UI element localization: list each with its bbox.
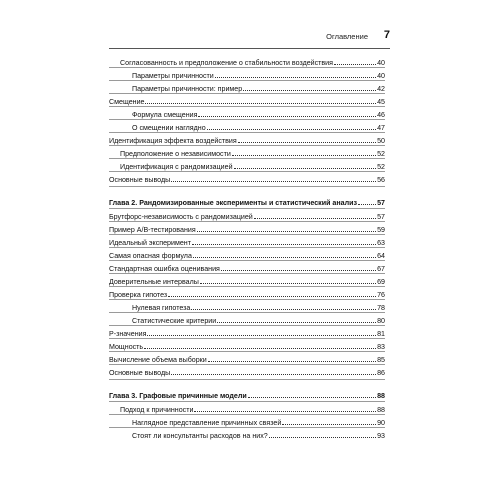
toc-entry-title: Подход к причинности (120, 406, 194, 414)
toc-entry-title: Вычисление объема выборки (109, 356, 207, 364)
toc-entry-title: Нулевая гипотеза (132, 304, 191, 312)
toc-entry-page: 88 (377, 406, 385, 414)
toc-entry[interactable] (109, 418, 385, 426)
toc-entry-title: Доверительные интервалы (109, 278, 199, 286)
toc-entry-page: 40 (377, 59, 385, 67)
toc-leader-dots (282, 418, 376, 425)
toc-entry-page: 86 (377, 369, 385, 377)
toc-divider (109, 312, 385, 313)
toc-entry[interactable] (109, 251, 385, 259)
toc-entry[interactable] (109, 329, 385, 337)
toc-entry-title: Проверка гипотез (109, 291, 168, 299)
toc-divider (109, 286, 385, 287)
toc-divider (109, 106, 385, 107)
toc-entry-page: 52 (377, 163, 385, 171)
toc-leader-dots (215, 71, 376, 78)
toc-entry-page: 57 (377, 213, 385, 221)
toc-leader-dots (171, 368, 376, 375)
toc-chapter-entry[interactable] (109, 391, 385, 399)
toc-divider (109, 132, 385, 133)
toc-entry[interactable] (109, 316, 385, 324)
toc-divider (109, 427, 385, 428)
toc-entry[interactable] (109, 290, 385, 298)
toc-entry-title: О смещении наглядно (132, 124, 206, 132)
toc-divider (109, 247, 385, 248)
toc-divider (109, 338, 385, 339)
toc-entry-page: 45 (377, 98, 385, 106)
toc-entry-title: Глава 2. Рандомизированные эксперименты и статистический анализ (109, 199, 357, 207)
toc-leader-dots (191, 303, 376, 310)
toc-entry-title: Пример A/B-тестирования (109, 226, 196, 234)
toc-entry-page: 56 (377, 176, 385, 184)
toc-divider (109, 171, 385, 172)
toc-entry-page: 81 (377, 330, 385, 338)
toc-leader-dots (232, 149, 376, 156)
toc-leader-dots (207, 123, 376, 130)
toc-entry-title: Идентификация эффекта воздействия (109, 137, 237, 145)
toc-entry[interactable] (109, 238, 385, 246)
toc-entry-page: 57 (377, 199, 385, 207)
toc-divider (109, 273, 385, 274)
toc-leader-dots (171, 175, 376, 182)
toc-entry[interactable] (109, 97, 385, 105)
toc-entry-title: Основные выводы (109, 176, 171, 184)
toc-entry[interactable] (109, 162, 385, 170)
toc-entry[interactable] (109, 225, 385, 233)
toc-entry-page: 76 (377, 291, 385, 299)
toc-divider (109, 234, 385, 235)
toc-entry[interactable] (109, 149, 385, 157)
toc-leader-dots (269, 431, 376, 438)
toc-entry[interactable] (109, 71, 385, 79)
toc-entry[interactable] (109, 405, 385, 413)
toc-leader-dots (145, 97, 376, 104)
toc-entry-page: 42 (377, 85, 385, 93)
toc-divider (109, 414, 385, 415)
toc-entry-title: Параметры причинности (132, 72, 214, 80)
toc-leader-dots (198, 110, 376, 117)
toc-chapter-entry[interactable] (109, 198, 385, 206)
toc-entry[interactable] (109, 175, 385, 183)
toc-entry-title: Согласованность и предположение о стабильности воздействия (120, 59, 333, 67)
header-title: Оглавление (326, 32, 368, 41)
toc-entry-page: 40 (377, 72, 385, 80)
toc-entry-title: P-значения (109, 330, 147, 338)
toc-entry-page: 93 (377, 432, 385, 440)
header-rule (109, 48, 390, 49)
toc-entry-title: Идентификация с рандомизацией (120, 163, 233, 171)
toc-divider (109, 67, 385, 68)
toc-entry-title: Предположение о независимости (120, 150, 231, 158)
toc-entry-title: Мощность (109, 343, 144, 351)
toc-entry-page: 90 (377, 419, 385, 427)
toc-entry-page: 50 (377, 137, 385, 145)
toc-divider (109, 401, 385, 402)
toc-entry-page: 46 (377, 111, 385, 119)
toc-entry-page: 83 (377, 343, 385, 351)
toc-divider (109, 93, 385, 94)
toc-entry-title: Смещение (109, 98, 145, 106)
toc-entry-page: 67 (377, 265, 385, 273)
toc-entry-page: 78 (377, 304, 385, 312)
toc-entry-page: 59 (377, 226, 385, 234)
toc-divider (109, 260, 385, 261)
toc-leader-dots (334, 58, 376, 65)
toc-divider (109, 364, 385, 365)
toc-entry-title: Глава 3. Графовые причинные модели (109, 392, 247, 400)
toc-leader-dots (234, 162, 377, 169)
toc-divider (109, 351, 385, 352)
toc-divider (109, 80, 385, 81)
toc-entry-page: 64 (377, 252, 385, 260)
toc-leader-dots (193, 251, 376, 258)
running-header (0, 30, 500, 44)
toc-entry[interactable] (109, 84, 385, 92)
toc-entry-title: Основные выводы (109, 369, 171, 377)
toc-divider (109, 145, 385, 146)
toc-entry-page: 88 (377, 392, 385, 400)
toc-divider (109, 208, 385, 209)
toc-entry-page: 47 (377, 124, 385, 132)
toc-leader-dots (238, 136, 376, 143)
toc-divider (109, 119, 385, 120)
toc-leader-dots (254, 212, 376, 219)
toc-entry-title: Идеальный эксперимент (109, 239, 191, 247)
toc-divider (109, 221, 385, 222)
toc-entry-title: Брутфорс-независимость с рандомизацией (109, 213, 253, 221)
toc-entry[interactable] (109, 58, 385, 66)
page-number: 7 (383, 29, 390, 41)
toc-entry-page: 69 (377, 278, 385, 286)
toc-entry[interactable] (109, 123, 385, 131)
toc-entry-page: 85 (377, 356, 385, 364)
toc-leader-dots (208, 355, 376, 362)
toc-entry[interactable] (109, 136, 385, 144)
toc-divider (109, 158, 385, 159)
toc-leader-dots (243, 84, 376, 91)
toc-entry-title: Наглядное представление причинных связей (132, 419, 282, 427)
toc-leader-dots (197, 225, 376, 232)
toc-leader-dots (192, 238, 376, 245)
toc-entry-page: 52 (377, 150, 385, 158)
toc-leader-dots (221, 264, 376, 271)
toc-entry[interactable] (109, 264, 385, 272)
toc-leader-dots (248, 391, 376, 398)
toc-entry[interactable] (109, 303, 385, 311)
toc-entry[interactable] (109, 342, 385, 350)
toc-leader-dots (200, 277, 376, 284)
toc-divider (109, 325, 385, 326)
toc-entry[interactable] (109, 110, 385, 118)
toc-entry[interactable] (109, 212, 385, 220)
toc-entry[interactable] (109, 355, 385, 363)
toc-entry[interactable] (109, 368, 385, 376)
toc-leader-dots (358, 198, 376, 205)
toc-entry[interactable] (109, 431, 385, 439)
toc-entry-title: Параметры причинности: пример (132, 85, 243, 93)
toc-entry-title: Самая опасная формула (109, 252, 192, 260)
toc-divider (109, 186, 385, 187)
toc-entry-page: 80 (377, 317, 385, 325)
toc-entry-title: Формула смещения (132, 111, 198, 119)
toc-leader-dots (147, 329, 376, 336)
toc-leader-dots (217, 316, 376, 323)
toc-leader-dots (194, 405, 376, 412)
toc-leader-dots (168, 290, 376, 297)
toc-entry-title: Стоят ли консультанты расходов на них? (132, 432, 268, 440)
toc-entry[interactable] (109, 277, 385, 285)
toc-entry-title: Статистические критерии (132, 317, 217, 325)
toc-entry-page: 63 (377, 239, 385, 247)
toc-divider (109, 299, 385, 300)
toc-leader-dots (144, 342, 376, 349)
toc-divider (109, 379, 385, 380)
toc-entry-title: Стандартная ошибка оценивания (109, 265, 220, 273)
